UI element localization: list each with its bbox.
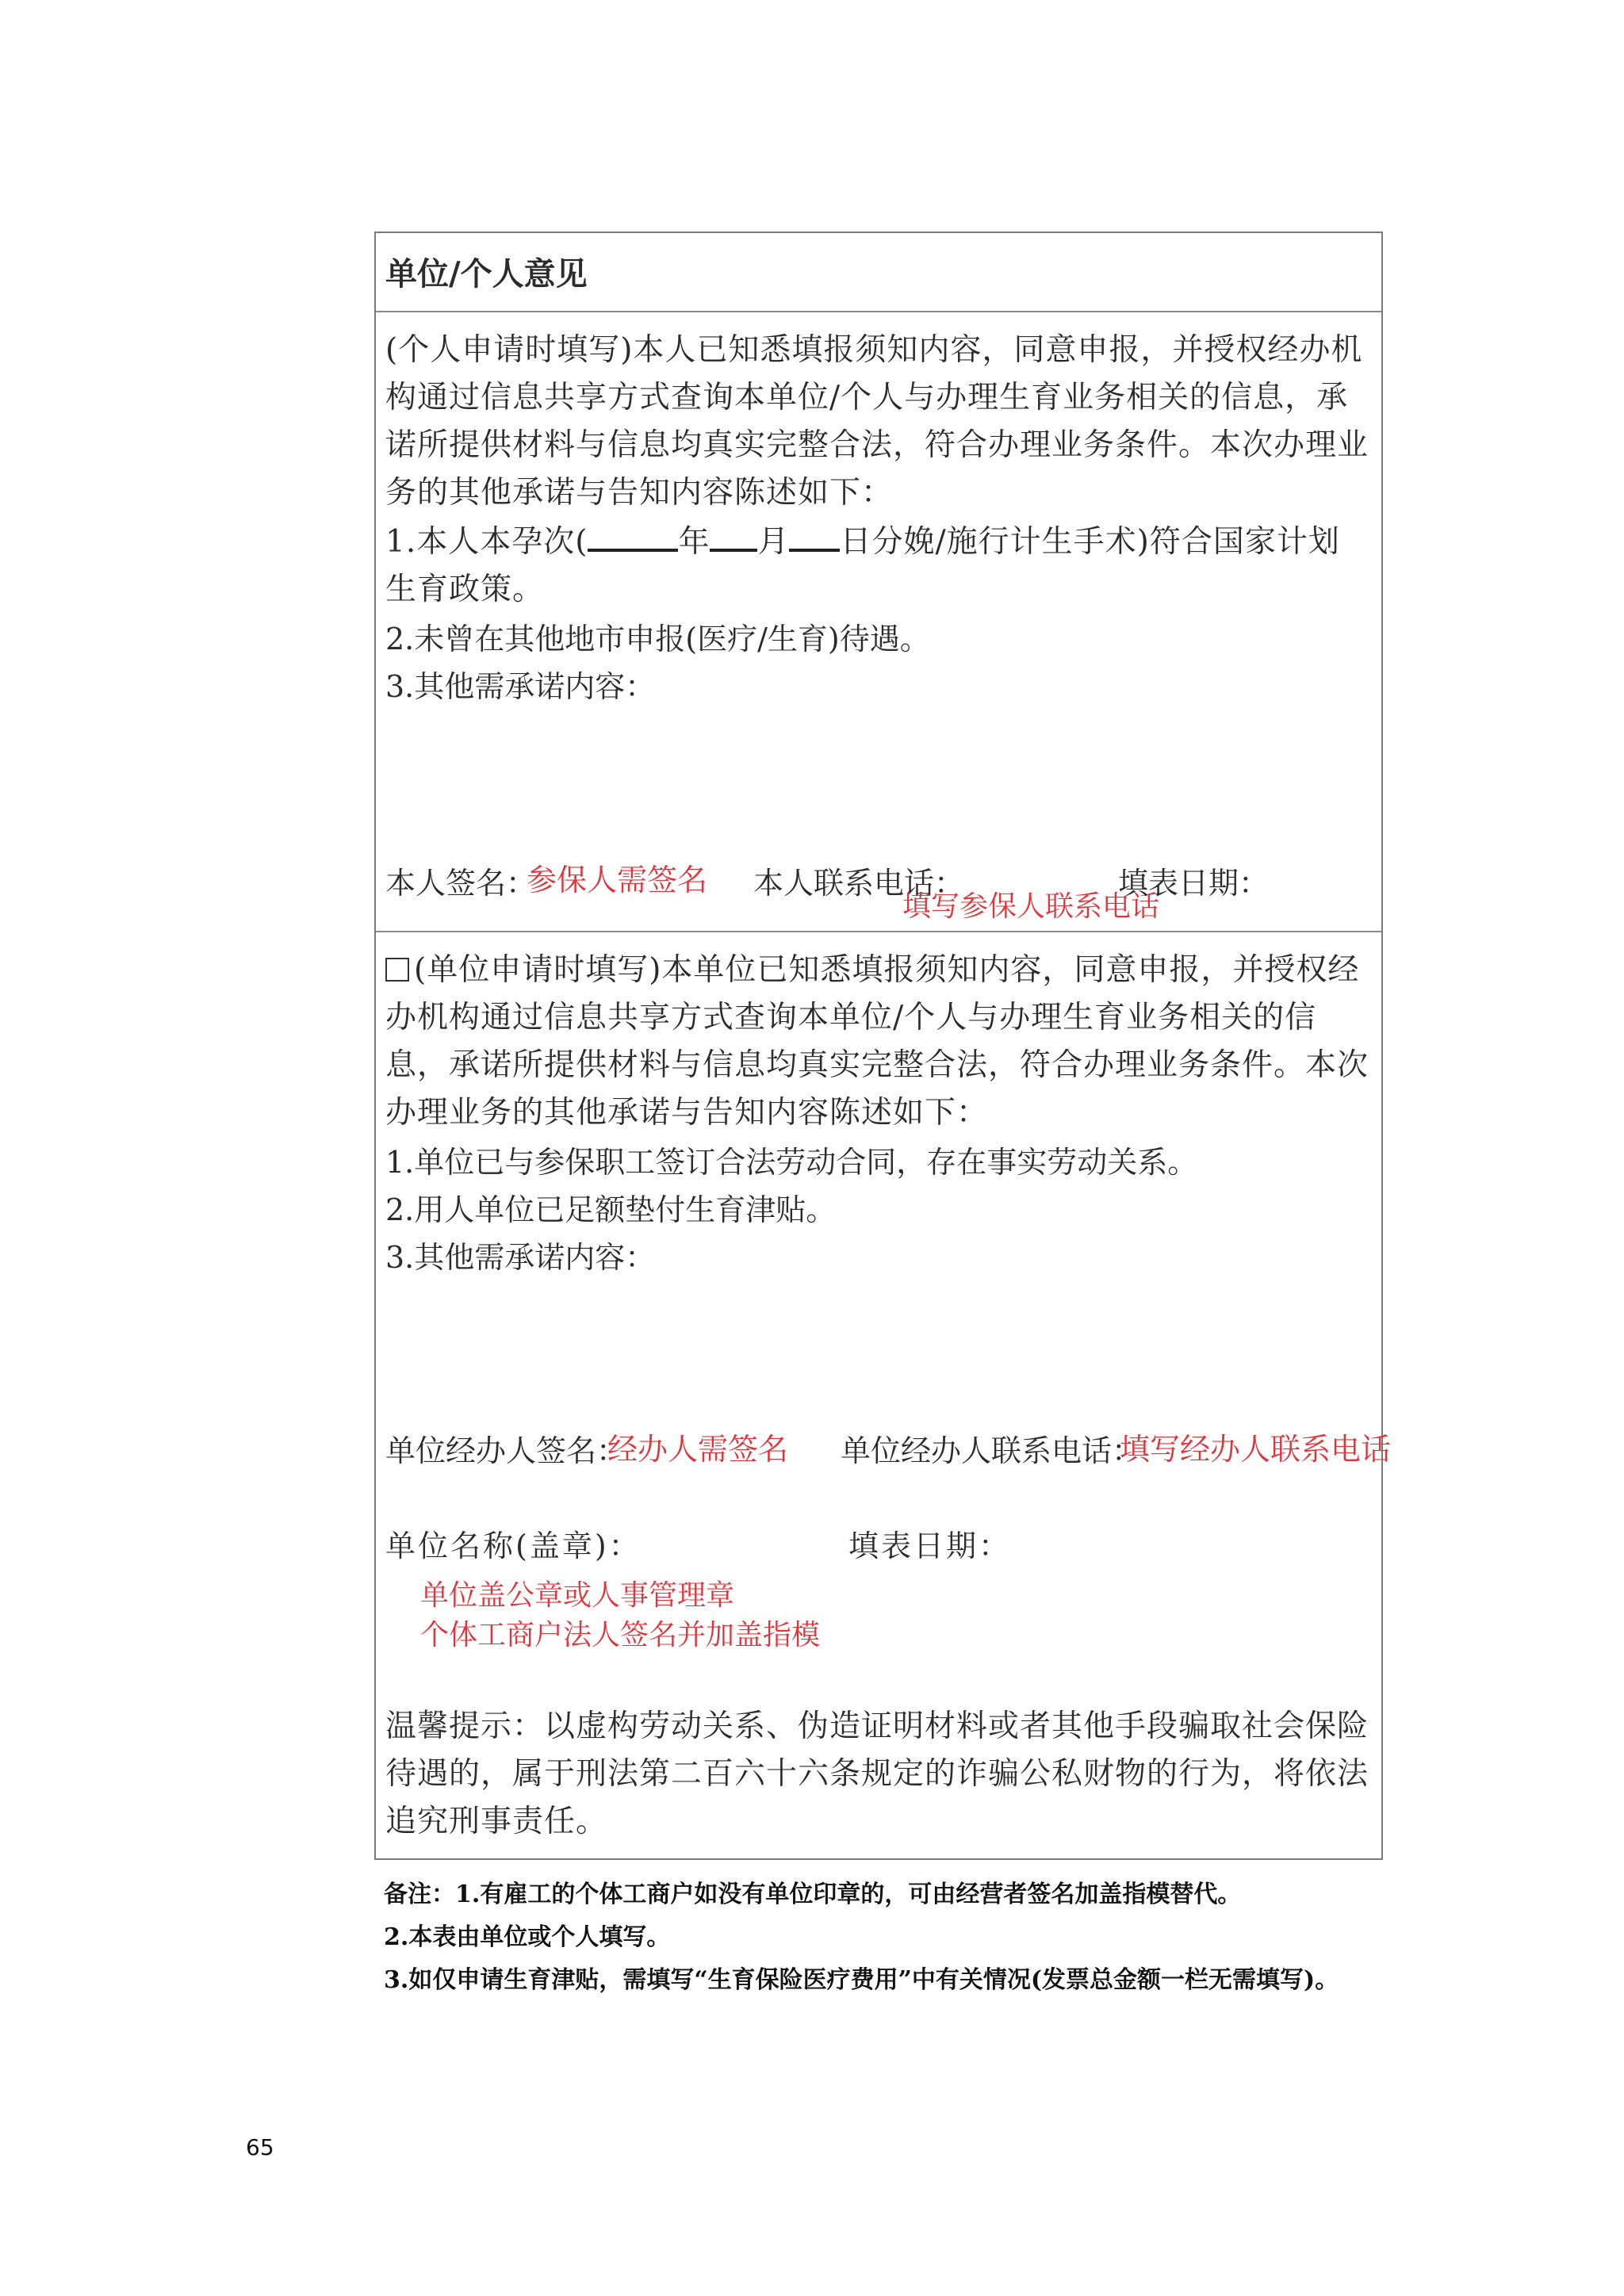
agent-sign-hint[interactable]: 经办人需签名: [607, 1432, 789, 1467]
unit-name-label: 单位名称(盖章)：: [385, 1529, 642, 1563]
personal-phone-hint[interactable]: 填写参保人联系电话: [902, 890, 1160, 923]
seal-hint-2: 个体工商户法人签名并加盖指模: [420, 1619, 821, 1651]
personal-item-1-suffix: 日分娩/施行计生手术)符合国家计划生育政策。: [385, 524, 1340, 607]
form-title: 单位/个人意见: [385, 255, 588, 293]
divider-sections: [376, 931, 1381, 932]
personal-item-1-year: 年: [678, 524, 710, 560]
personal-date-label: 填表日期：: [1118, 866, 1270, 901]
note-2: 2.本表由单位或个人填写。: [384, 1923, 671, 1951]
personal-item-1: [385, 519, 1369, 614]
fraud-warning: 温馨提示：以虚构劳动关系、伪造证明材料或者其他手段骗取社会保险待遇的，属于刑法第二百六十六条规定的诈骗公私财物的行为，将依法追究刑事责任。: [385, 1709, 1369, 1839]
agent-sign-label: 单位经办人签名：: [385, 1433, 627, 1468]
unit-item-2: 2.用人单位已足额垫付生育津贴。: [385, 1192, 837, 1227]
personal-item-1-prefix: 1.本人本孕次(: [385, 524, 588, 560]
note-1: 备注：1.有雇工的个体工商户如没有单位印章的，可由经营者签名加盖指模替代。: [384, 1881, 1242, 1908]
unit-date-label: 填表日期：: [848, 1529, 1012, 1563]
note-3: 3.如仅申请生育津贴，需填写“生育保险医疗费用”中有关情况(发票总金额一栏无需填写)。: [384, 1966, 1339, 1994]
day-blank[interactable]: [789, 523, 840, 552]
personal-intro: (个人申请时填写)本人已知悉填报须知内容，同意申报，并授权经办机构通过信息共享方式查询本单位/个人与办理生育业务相关的信息，承诺所提供材料与信息均真实完整合法，符合办理业务条件。本次办理业务的其他承诺与告知内容陈述如下：: [385, 332, 1369, 511]
unit-apply-checkbox[interactable]: [385, 958, 409, 982]
unit-intro-text: (单位申请时填写)本单位已知悉填报须知内容，同意申报，并授权经办机构通过信息共享方式查询本单位/个人与办理生育业务相关的信息，承诺所提供材料与信息均真实完整合法，符合办理业务条件。本次办理业务的其他承诺与告知内容陈述如下：: [385, 952, 1369, 1131]
opinion-form: [374, 232, 1392, 1860]
personal-sign-hint[interactable]: 参保人需签名: [527, 863, 708, 897]
divider-header: [376, 311, 1381, 312]
page-number: 65: [246, 2134, 274, 2160]
personal-sign-label: 本人签名：: [385, 866, 537, 901]
personal-item-3: 3.其他需承诺内容：: [385, 669, 656, 704]
seal-hint-1: 单位盖公章或人事管理章: [420, 1579, 735, 1612]
agent-phone-label: 单位经办人联系电话：: [841, 1433, 1143, 1468]
year-blank[interactable]: [588, 523, 678, 552]
unit-item-1: 1.单位已与参保职工签订合法劳动合同，存在事实劳动关系。: [385, 1145, 1198, 1180]
unit-intro: [385, 947, 1369, 1137]
personal-item-1-month: 月: [757, 524, 790, 560]
agent-phone-hint[interactable]: 填写经办人联系电话: [1120, 1432, 1392, 1467]
unit-item-3: 3.其他需承诺内容：: [385, 1240, 656, 1275]
personal-item-2: 2.未曾在其他地市申报(医疗/生育)待遇。: [385, 622, 930, 656]
month-blank[interactable]: [710, 523, 757, 552]
personal-phone-label: 本人联系电话：: [753, 866, 965, 901]
